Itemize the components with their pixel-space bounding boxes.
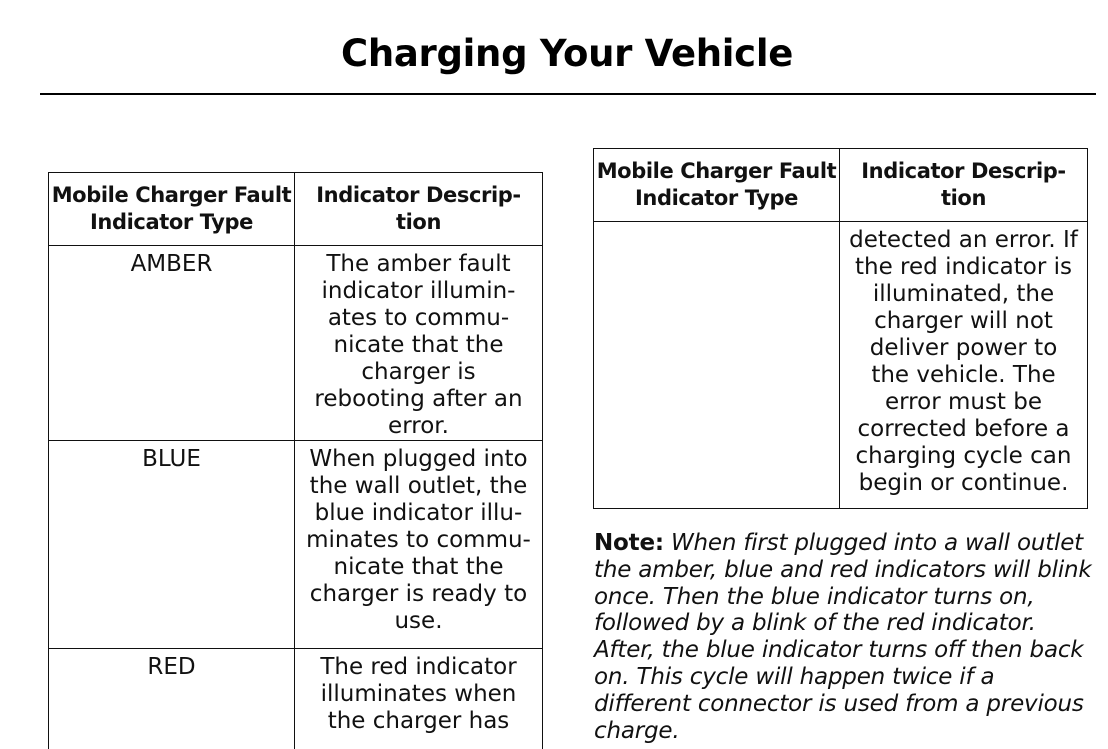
indicator-description-amber: The amber fault indicator illumin- ates to commu- nicate that the charger is rebooting after an error.	[314, 251, 523, 439]
table-row	[49, 246, 543, 441]
header-indicator-description: Indicator Descrip- tion	[295, 173, 543, 246]
table-header-row	[594, 149, 1088, 222]
header-indicator-type: Mobile Charger Fault Indicator Type	[594, 149, 840, 222]
indicator-type-cell	[49, 649, 295, 749]
indicator-type-continued	[594, 222, 839, 227]
indicator-description-cell	[295, 246, 543, 441]
indicator-type-amber: AMBER	[130, 251, 213, 277]
indicator-type-cell	[49, 441, 295, 649]
indicator-description-cell	[295, 441, 543, 649]
table-row	[594, 222, 1088, 509]
indicator-description-blue: When plugged into the wall outlet, the blue indicator illu- minates to commu- nicate that the charger is ready to use.	[306, 446, 531, 634]
indicator-type-cell	[49, 246, 295, 441]
indicator-description-red: The red indicator illuminates when the charger has	[320, 654, 517, 734]
title-divider	[40, 93, 1096, 95]
note-paragraph	[594, 530, 1094, 744]
indicator-description-cell	[840, 222, 1088, 509]
table-row	[49, 649, 543, 749]
fault-indicator-table-left	[48, 172, 543, 749]
page-title: Charging Your Vehicle	[340, 32, 793, 75]
note-label: Note:	[594, 530, 664, 556]
table-row	[49, 441, 543, 649]
note-text: When first plugged into a wall outlet the amber, blue and red indicators will blink once. Then the blue indicator turns on, followed by a blink of the red indicator. After, the blue indicator turns off then back on. This cycle will happen twice if a different connector is used from a previous charge.	[594, 530, 1092, 744]
header-indicator-type: Mobile Charger Fault Indicator Type	[49, 173, 295, 246]
table-header-row	[49, 173, 543, 246]
indicator-description-cell	[295, 649, 543, 749]
indicator-description-red-continued: detected an error. If the red indicator is illuminated, the charger will not deliver power to the vehicle. The error must be corrected before a charging cycle can begin or continue.	[849, 227, 1078, 496]
indicator-type-red: RED	[147, 654, 196, 680]
indicator-type-blue: BLUE	[142, 446, 201, 472]
header-indicator-description: Indicator Descrip- tion	[840, 149, 1088, 222]
fault-indicator-table-right	[593, 148, 1088, 509]
indicator-type-cell	[594, 222, 840, 509]
